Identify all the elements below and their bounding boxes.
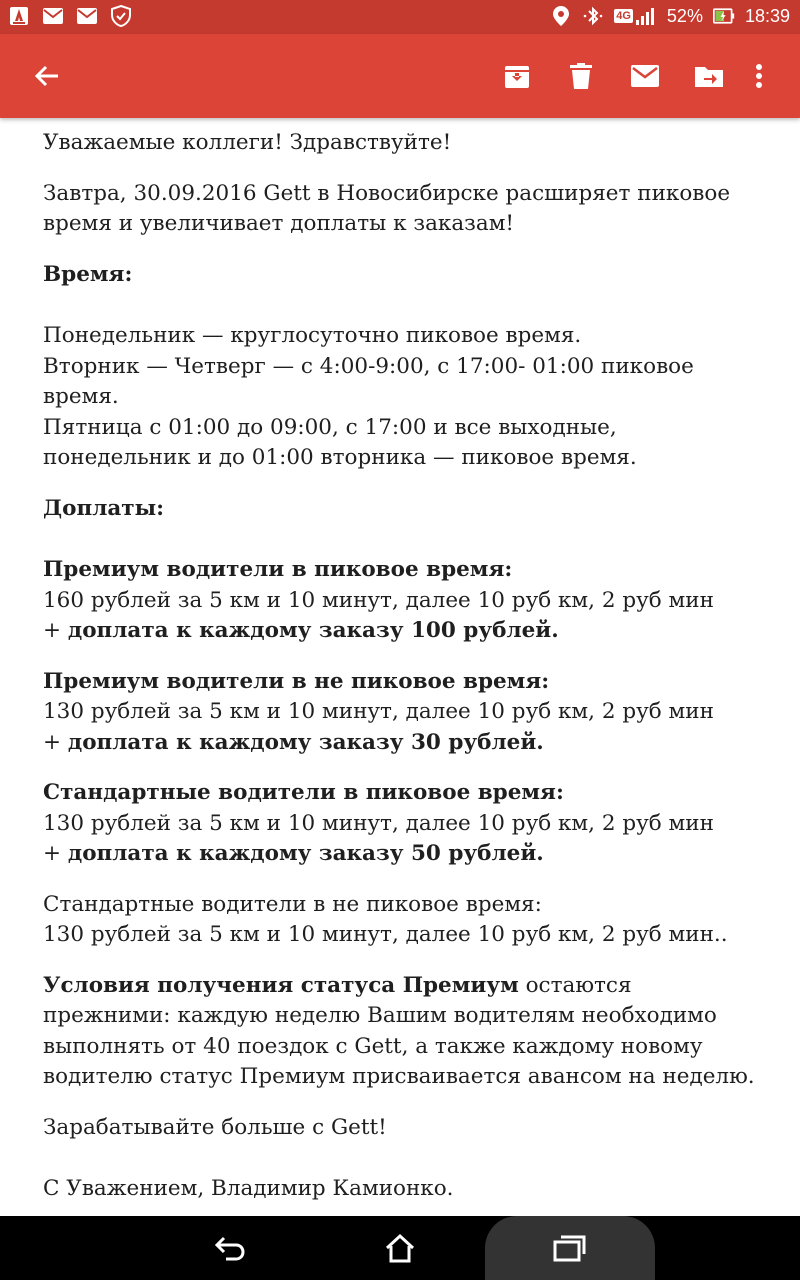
premium-conditions-title: Условия получения статуса Премиум (43, 972, 519, 998)
tier-standard-peak (43, 778, 763, 870)
signature: С Уважением, Владимир Камионко. (43, 1176, 454, 1201)
plus-sign: + (43, 618, 68, 643)
mark-unread-button[interactable] (621, 52, 669, 100)
mark-unread-icon (631, 65, 659, 87)
tier-title: Премиум водители в не пиковое время: (43, 668, 550, 694)
tier-premium-offpeak (43, 667, 763, 759)
time-line-1: Понедельник — круглосуточно пиковое время. (43, 323, 582, 348)
battery-percent: 52% (666, 6, 703, 26)
mail-icon (42, 5, 64, 27)
nav-back-button[interactable] (170, 1216, 290, 1280)
plus-sign: + (43, 841, 68, 866)
closing-line: Зарабатывайте больше с Gett! (43, 1114, 387, 1140)
tier-title: Стандартные водители в не пиковое время: (43, 891, 542, 917)
driver-app-icon (8, 5, 30, 27)
status-bar-system (550, 5, 790, 27)
delete-icon (570, 63, 592, 89)
back-arrow-icon (34, 63, 60, 89)
archive-button[interactable] (493, 52, 541, 100)
move-to-icon (695, 65, 723, 87)
tier-bonus-line (43, 839, 763, 870)
location-icon (550, 5, 572, 27)
status-bar-notifications (8, 5, 132, 27)
surcharges-heading: Доплаты: (43, 495, 165, 521)
tier-bonus: доплата к каждому заказу 50 рублей. (67, 841, 544, 866)
intro-paragraph: Завтра, 30.09.2016 Gett в Новосибирске расширяет пиковое время и увеличивает доплаты к заказам! (43, 180, 731, 236)
more-vert-icon (755, 63, 763, 89)
tier-title: Стандартные водители в пиковое время: (43, 780, 564, 805)
move-to-button[interactable] (685, 52, 733, 100)
tier-bonus-line (43, 728, 763, 759)
time-line-3: Пятница с 01:00 до 09:00, с 17:00 и все выходные, понедельник и до 01:00 вторника — пиковое время. (43, 414, 637, 470)
back-nav-icon (214, 1234, 246, 1262)
premium-conditions-text: остаются прежними: каждую неделю Вашим водителям необходимо выполнять от 40 поездок с Gett, а также каждому новому водителю статус Премиум присваивается авансом на неделю. (43, 972, 755, 1089)
tier-bonus: доплата к каждому заказу 30 рублей. (67, 729, 544, 755)
tier-title: Премиум водители в пиковое время: (43, 557, 513, 582)
premium-conditions (43, 971, 763, 1093)
back-button[interactable] (23, 52, 71, 100)
tier-rate: 130 рублей за 5 км и 10 минут, далее 10 руб км, 2 руб мин (43, 699, 714, 724)
battery-charging-icon (713, 5, 735, 27)
shield-icon (110, 5, 132, 27)
time-heading: Время: (43, 261, 133, 287)
nav-home-button[interactable] (340, 1216, 460, 1280)
status-bar (0, 0, 800, 34)
time-line-2: Вторник — Четверг — с 4:00-9:00, с 17:00- 01:00 пиковое время. (43, 353, 694, 409)
tier-bonus-line (43, 616, 763, 647)
home-icon (384, 1232, 416, 1264)
network-type: 4G (616, 10, 631, 22)
recents-icon (553, 1234, 587, 1262)
tier-rate: 130 рублей за 5 км и 10 минут, далее 10 руб км, 2 руб мин.. (43, 922, 728, 947)
tier-premium-peak (43, 555, 763, 647)
delete-button[interactable] (557, 52, 605, 100)
tier-rate: 130 рублей за 5 км и 10 минут, далее 10 руб км, 2 руб мин (43, 810, 714, 836)
app-bar (0, 34, 800, 118)
tier-bonus: доплата к каждому заказу 100 рублей. (67, 618, 559, 643)
mail-icon (76, 5, 98, 27)
tier-standard-offpeak (43, 890, 763, 951)
more-options-button[interactable] (735, 52, 783, 100)
email-body (43, 128, 763, 1255)
archive-icon (504, 63, 530, 89)
signal-icon (614, 5, 657, 27)
navigation-bar (0, 1216, 800, 1280)
tier-rate: 160 рублей за 5 км и 10 минут, далее 10 руб км, 2 руб мин (43, 587, 714, 613)
greeting: Уважаемые коллеги! Здравствуйте! (43, 130, 452, 155)
plus-sign: + (43, 729, 68, 755)
clock: 18:39 (744, 6, 790, 26)
bluetooth-icon (582, 5, 604, 27)
nav-recents-button[interactable] (510, 1216, 630, 1280)
